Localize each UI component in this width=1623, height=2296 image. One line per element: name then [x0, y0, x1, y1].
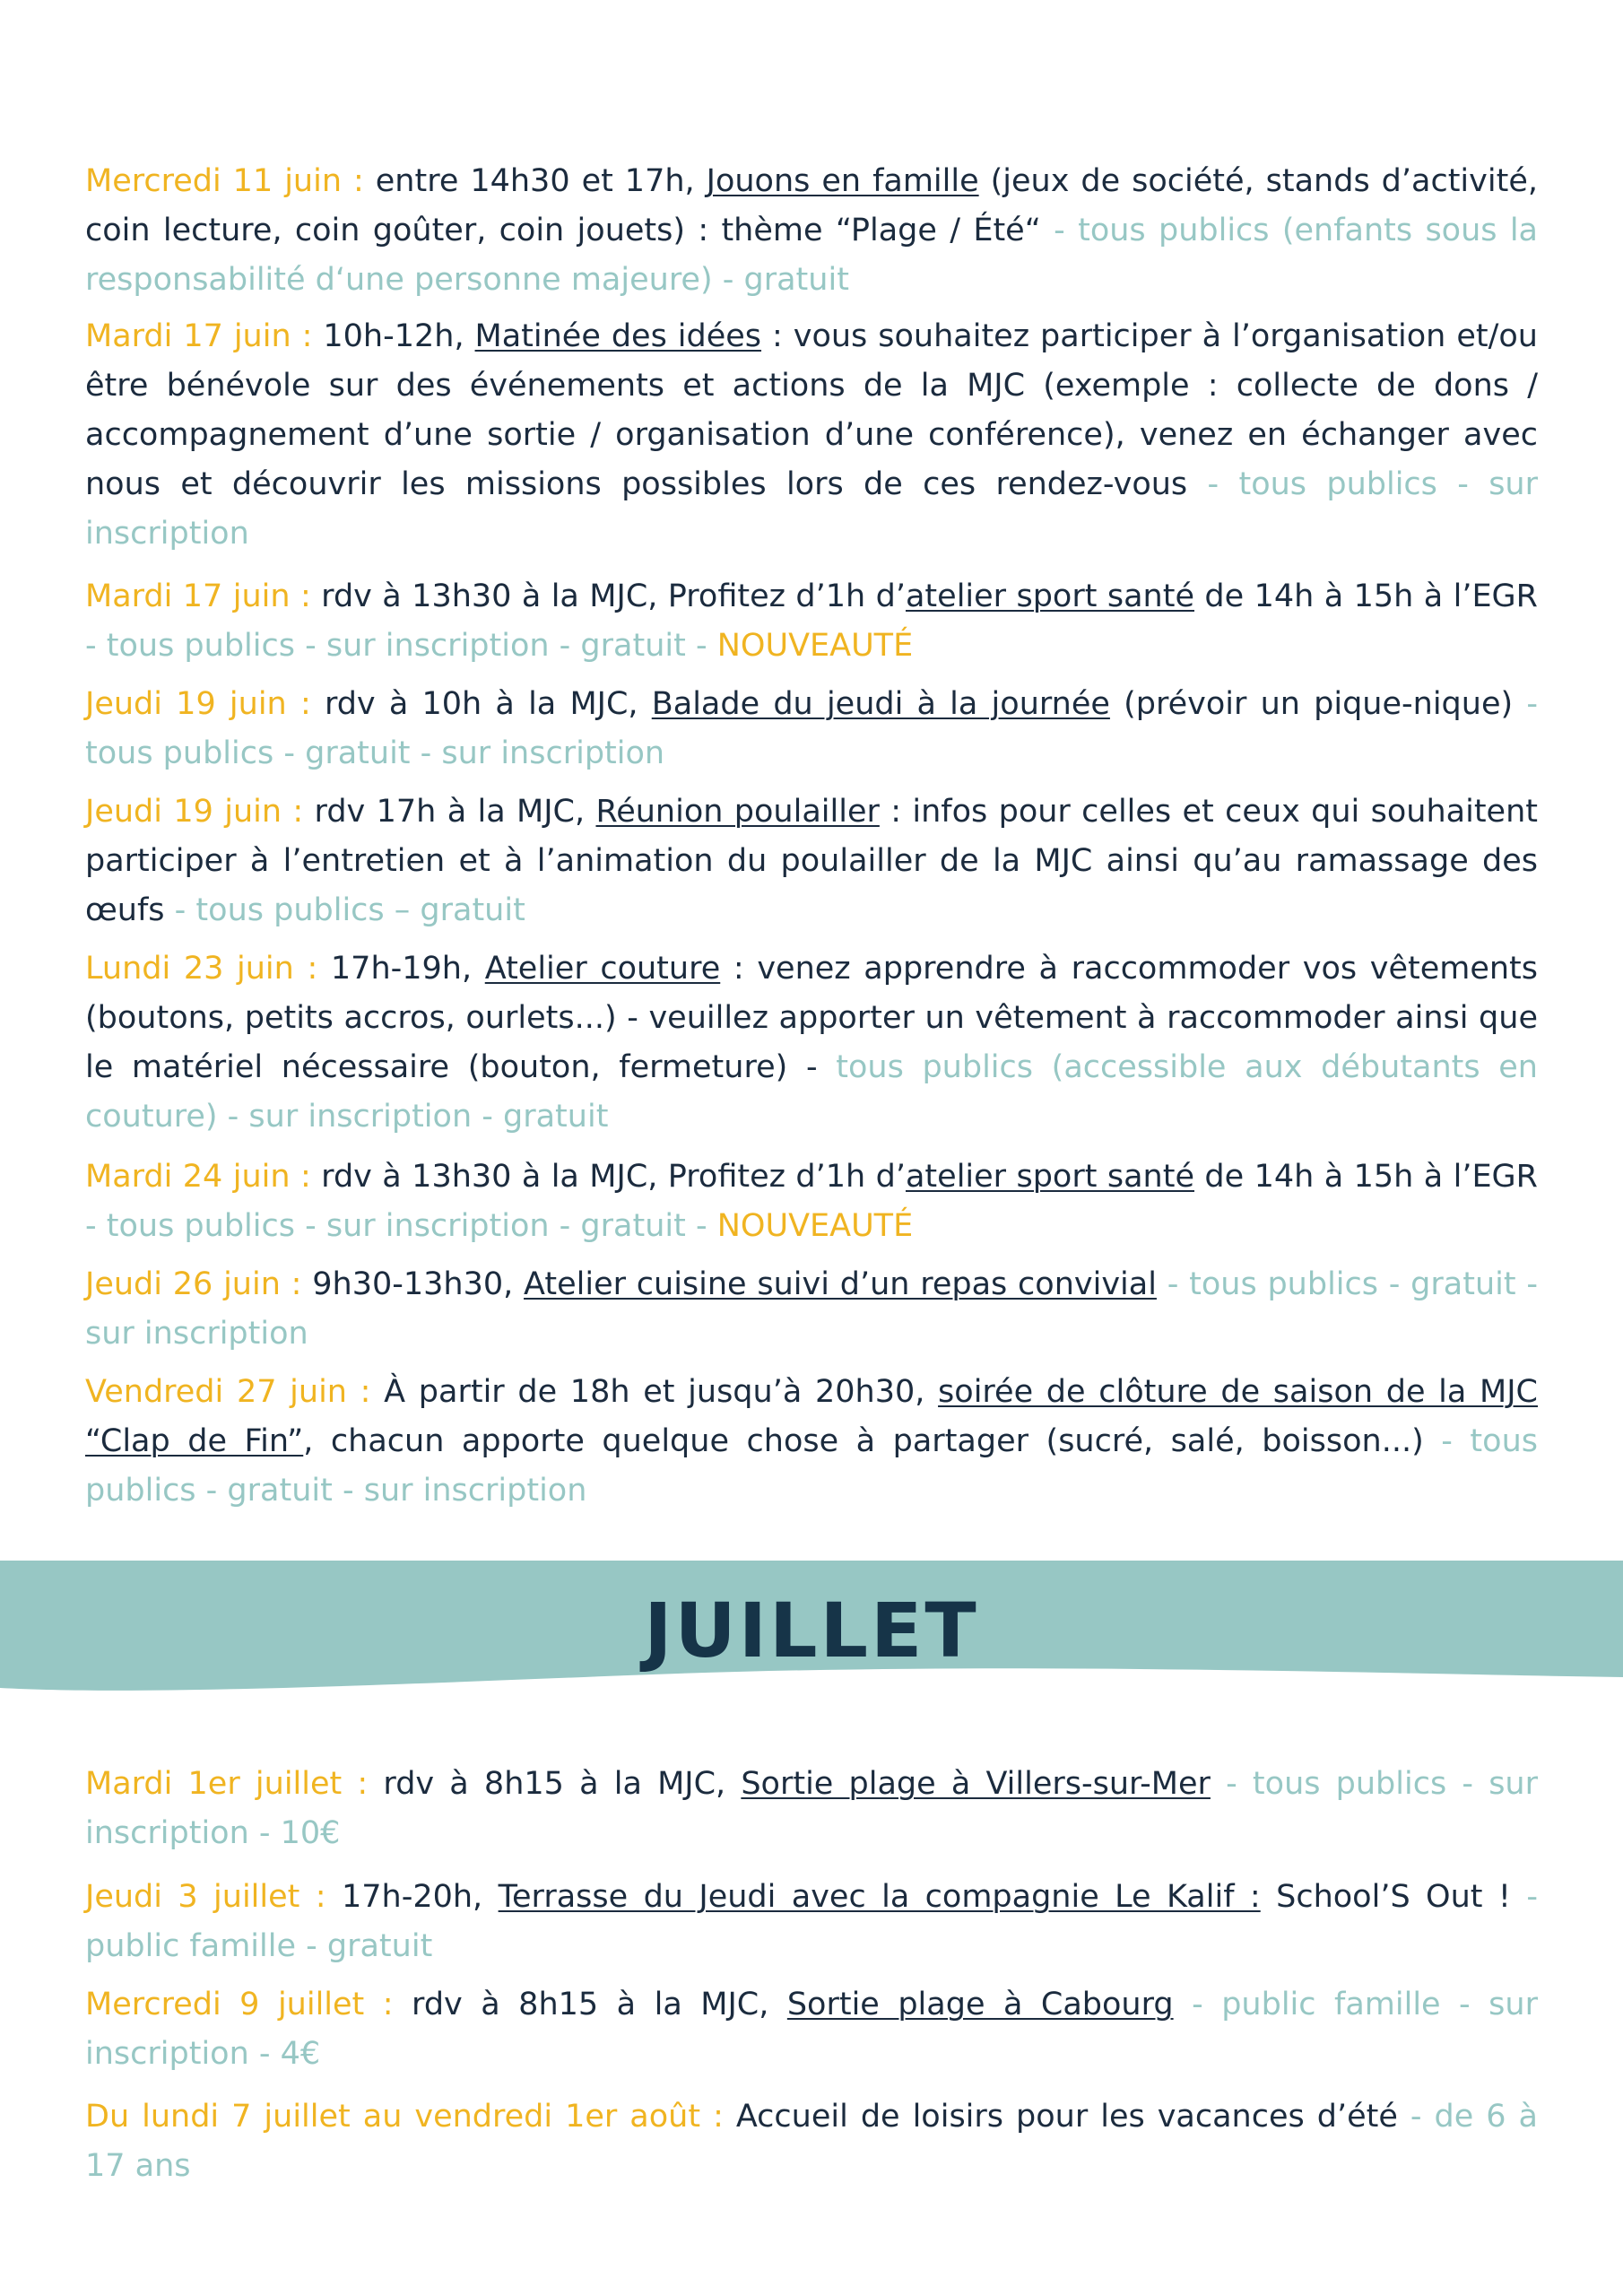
event-time: À partir de 18h et jusqu’à 20h30,	[370, 1374, 939, 1410]
event-audience: - tous publics - sur inscription	[85, 466, 1538, 552]
event-time: 17h-20h,	[325, 1879, 499, 1915]
event-june-11	[85, 157, 1538, 305]
event-description: : venez apprendre à raccommoder vos vêtements (boutons, petits accros, ourlets...) - veuillez apporter un vêtement à raccommoder ainsi que le matériel nécessaire (bouton, fermeture) -	[85, 951, 1539, 1085]
event-july-3-terrasse	[85, 1873, 1538, 1971]
event-title-link[interactable]: atelier sport santé	[905, 578, 1194, 614]
event-description: (jeux de société, stands d’activité, coin lecture, coin goûter, coin jouets) : thème “Plage / Été“	[85, 163, 1538, 248]
event-date: Mardi 24 juin :	[85, 1159, 311, 1195]
event-description: , chacun apporte quelque chose à partager (sucré, salé, boisson...)	[303, 1423, 1424, 1459]
event-time: rdv à 13h30 à la MJC, Profitez d’1h d’	[310, 578, 906, 614]
event-audience: - tous publics - sur inscription - 10€	[85, 1766, 1539, 1851]
event-time: 17h-19h,	[317, 951, 485, 987]
event-audience: - public famille - gratuit	[85, 1879, 1538, 1964]
event-date: Jeudi 19 juin :	[85, 794, 304, 830]
event-title-link[interactable]: Atelier couture	[484, 951, 721, 987]
event-title-link[interactable]: Sortie plage à Villers-sur-Mer	[741, 1766, 1211, 1802]
event-date: Jeudi 19 juin :	[85, 686, 311, 722]
event-date: Mardi 17 juin :	[85, 578, 311, 614]
event-time: rdv à 8h15 à la MJC,	[368, 1766, 742, 1802]
event-july-accueil-loisirs	[85, 2092, 1538, 2191]
event-date: Mardi 17 juin :	[85, 318, 313, 354]
event-june-17-sport	[85, 572, 1538, 671]
event-june-24-sport	[85, 1152, 1538, 1251]
event-audience: - tous publics - sur inscription - gratuit -	[85, 1208, 717, 1244]
event-audience: - tous publics - gratuit - sur inscription	[85, 1266, 1539, 1352]
event-june-27-cloture	[85, 1368, 1538, 1516]
event-title-link[interactable]: Atelier cuisine suivi d’un repas convivial	[524, 1266, 1157, 1302]
event-audience: - tous publics - gratuit - sur inscription	[85, 686, 1538, 771]
event-june-23-couture	[85, 944, 1538, 1142]
event-time: entre 14h30 et 17h,	[363, 163, 707, 199]
event-date: Lundi 23 juin :	[85, 951, 318, 987]
event-description: : infos pour celles et ceux qui souhaitent participer à l’entretien et à l’animation du poulailler de la MJC ainsi qu’au ramassage des œufs	[85, 794, 1538, 928]
event-description: Accueil de loisirs pour les vacances d’été	[723, 2099, 1398, 2135]
event-july-9-cabourg	[85, 1980, 1538, 2079]
new-badge: NOUVEAUTÉ	[716, 1208, 914, 1244]
event-title-link[interactable]: Jouons en famille	[706, 163, 979, 199]
event-time: rdv 17h à la MJC,	[303, 794, 596, 830]
event-date: Mercredi 9 juillet :	[85, 1987, 394, 2022]
event-date: Du lundi 7 juillet au vendredi 1er août :	[85, 2099, 724, 2135]
event-title-link[interactable]: Balade du jeudi à la journée	[651, 686, 1110, 722]
event-title-link[interactable]: Matinée des idées	[474, 318, 762, 354]
event-audience: - tous publics – gratuit	[164, 892, 525, 928]
event-description: : vous souhaitez participer à l’organisation et/ou être bénévole sur des événements et actions de la MJC (exemple : collecte de dons / accompagnement d’une sortie / organisation d’une conférence), venez en échanger avec nous et découvrir les missions possibles lors de ces rendez-vous	[85, 318, 1538, 502]
event-audience: - tous publics - gratuit - sur inscription	[85, 1423, 1538, 1509]
event-june-26-cuisine	[85, 1260, 1538, 1359]
event-audience: - de 6 à 17 ans	[85, 2099, 1538, 2184]
event-june-19-balade	[85, 680, 1538, 778]
event-june-17-matinee	[85, 312, 1538, 559]
event-time: rdv à 10h à la MJC,	[310, 686, 652, 722]
event-date: Jeudi 3 juillet :	[85, 1879, 326, 1915]
new-badge: NOUVEAUTÉ	[716, 628, 914, 664]
section-title: JUILLET	[644, 1587, 979, 1674]
event-description: de 14h à 15h à l’EGR	[1194, 1159, 1538, 1195]
event-date: Mardi 1er juillet :	[85, 1766, 369, 1802]
event-time: rdv à 13h30 à la MJC, Profitez d’1h d’	[310, 1159, 906, 1195]
event-time: rdv à 8h15 à la MJC,	[393, 1987, 787, 2022]
event-description: de 14h à 15h à l’EGR	[1194, 578, 1538, 614]
event-time: 10h-12h,	[312, 318, 475, 354]
event-july-1-villers	[85, 1760, 1538, 1858]
event-audience: - tous publics - sur inscription - gratuit -	[85, 628, 717, 664]
event-audience: tous publics (accessible aux débutants en couture) - sur inscription - gratuit	[85, 1049, 1538, 1135]
event-title-link[interactable]: Terrasse du Jeudi avec la compagnie Le Kalif :	[498, 1879, 1261, 1915]
event-title-link[interactable]: soirée de clôture de saison de la MJC “Clap de Fin”	[85, 1374, 1538, 1459]
event-june-19-poulailler	[85, 787, 1538, 935]
event-title-link[interactable]: Réunion poulailler	[595, 794, 880, 830]
event-audience: - tous publics (enfants sous la responsabilité d‘une personne majeure) - gratuit	[85, 213, 1538, 298]
event-description: School’S Out !	[1260, 1879, 1511, 1915]
event-time: 9h30-13h30,	[301, 1266, 525, 1302]
event-date: Mercredi 11 juin :	[85, 163, 364, 199]
event-audience: - public famille - sur inscription - 4€	[85, 1987, 1538, 2072]
event-title-link[interactable]: Sortie plage à Cabourg	[786, 1987, 1174, 2022]
event-title-link[interactable]: atelier sport santé	[905, 1159, 1194, 1195]
event-description: (prévoir un pique-nique)	[1109, 686, 1514, 722]
event-date: Vendredi 27 juin :	[85, 1374, 371, 1410]
event-date: Jeudi 26 juin :	[85, 1266, 302, 1302]
